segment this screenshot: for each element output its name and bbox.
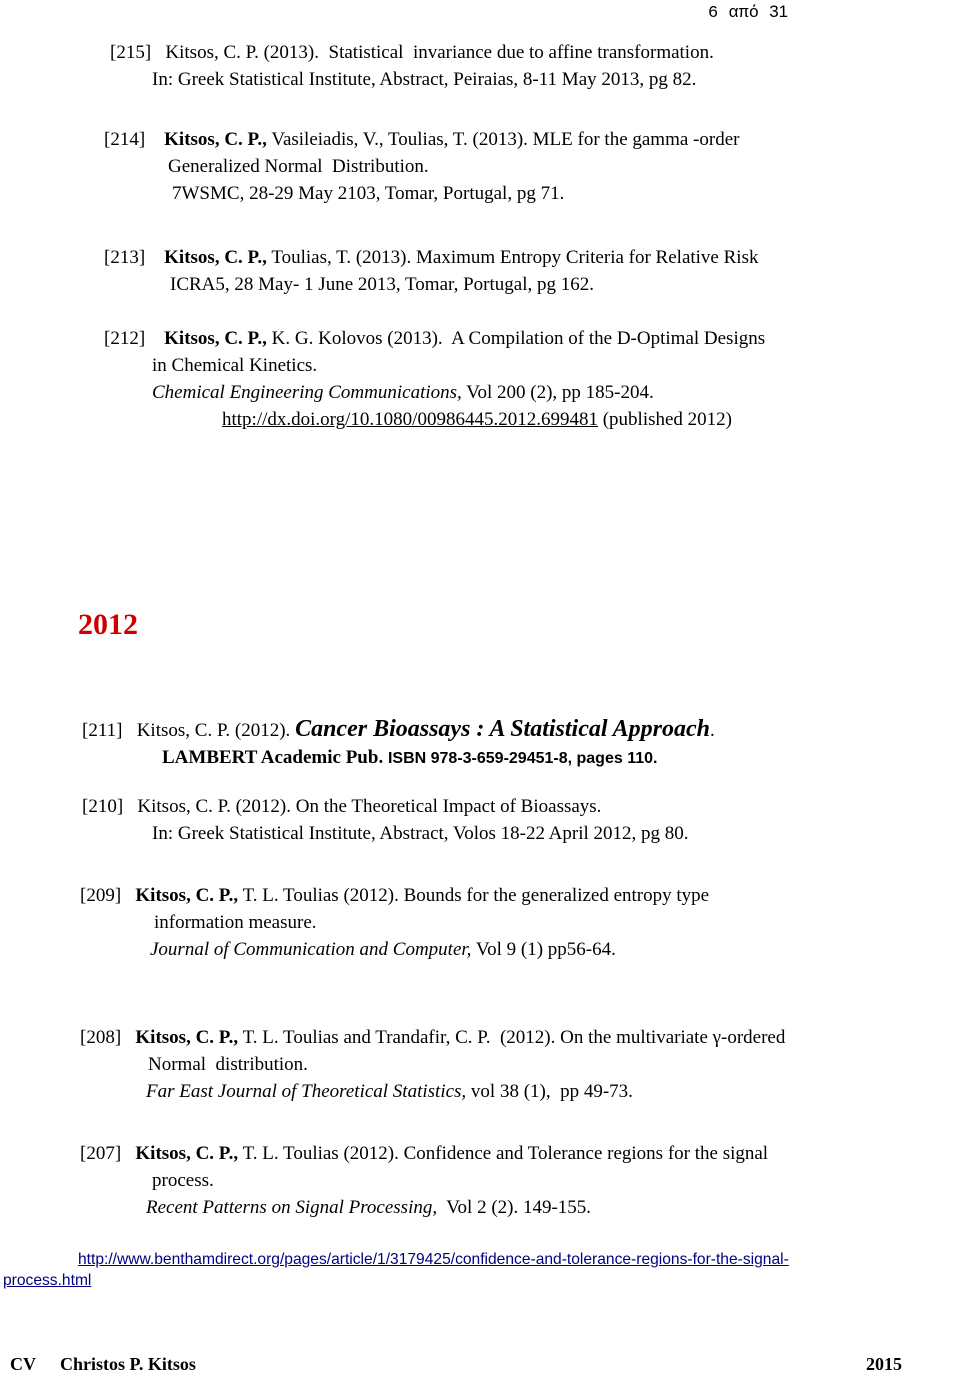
- entry-207-journal: [146, 1196, 591, 1220]
- doi-link[interactable]: http://dx.doi.org/10.1080/00986445.2012.699481: [222, 409, 598, 430]
- journal-name: Chemical Engineering Communications,: [152, 382, 462, 403]
- journal-name: Far East Journal of Theoretical Statistics,: [146, 1081, 467, 1102]
- entry-208-title-cont: Normal distribution.: [148, 1054, 308, 1075]
- entry-coauthors: T. L. Toulias and Trandafir, C. P. (2012).: [238, 1027, 556, 1048]
- entry-208-journal: [146, 1080, 633, 1104]
- entry-authors: Kitsos, C. P.,: [164, 129, 267, 150]
- entry-title: On the Theoretical Impact of Bioassays.: [295, 796, 602, 817]
- journal-name: Journal of Communication and Computer,: [150, 939, 472, 960]
- entry-title: A Compilation of the D-Optimal Designs: [451, 328, 766, 349]
- entry-title: On the multivariate γ-ordered: [560, 1027, 786, 1048]
- year-heading: 2012: [78, 608, 138, 641]
- entry-title: Maximum Entropy Criteria for Relative Risk: [416, 247, 759, 268]
- entry-212-title-cont: in Chemical Kinetics.: [152, 355, 318, 376]
- entry-214: [104, 128, 739, 152]
- entry-212-doi: [222, 408, 732, 432]
- journal-volume: Vol 2 (2). 149-155.: [437, 1197, 592, 1218]
- entry-coauthors: K. G. Kolovos (2013).: [266, 328, 443, 349]
- article-url-line2[interactable]: process.html: [3, 1272, 92, 1289]
- entry-215-venue: In: Greek Statistical Institute, Abstract, Peiraias, 8-11 May 2013, pg 82.: [152, 69, 697, 90]
- journal-volume: Vol 200 (2), pp 185-204.: [461, 382, 654, 403]
- entry-authors: Kitsos, C. P.,: [135, 1143, 239, 1164]
- entry-title: Confidence and Tolerance regions for the signal: [403, 1143, 769, 1164]
- entry-number: [214]: [104, 129, 146, 150]
- footer-name: Christos P. Kitsos: [60, 1354, 196, 1374]
- entry-213: [104, 246, 758, 270]
- entry-number: [213]: [104, 247, 146, 268]
- entry-211: [211] Kitsos, C. P. (2012). Cancer Bioassays : A Statistical Approach.: [82, 716, 715, 742]
- entry-coauthors: Vasileiadis, V., Toulias, T. (2013).: [266, 129, 528, 150]
- journal-volume: Vol 9 (1) pp56-64.: [471, 939, 616, 960]
- entry-coauthors: T. L. Toulias (2012).: [238, 1143, 399, 1164]
- entry-207: [80, 1142, 768, 1166]
- entry-210-venue: In: Greek Statistical Institute, Abstract, Volos 18-22 April 2012, pg 80.: [152, 823, 689, 844]
- entry-209-title-cont: information measure.: [154, 912, 317, 933]
- entry-authors: Kitsos, C. P. (2012).: [137, 796, 292, 817]
- book-title: Cancer Bioassays : A Statistical Approach: [295, 716, 710, 742]
- entry-number: [215]: [110, 42, 152, 63]
- entry-212: [104, 327, 765, 351]
- journal-volume: vol 38 (1), pp 49-73.: [466, 1081, 633, 1102]
- entry-authors: Kitsos, C. P. (2012).: [136, 720, 291, 741]
- entry-authors: Kitsos, C. P. (2013).: [165, 42, 320, 63]
- entry-coauthors: T. L. Toulias (2012).: [238, 885, 399, 906]
- entry-title: Bounds for the generalized entropy type: [403, 885, 710, 906]
- journal-name: Recent Patterns on Signal Processing,: [146, 1197, 438, 1218]
- entry-208: [80, 1026, 785, 1050]
- footer-year: 2015: [866, 1354, 902, 1374]
- published-note: (published 2012): [597, 409, 733, 430]
- publisher: LAMBERT Academic Pub.: [162, 747, 384, 768]
- entry-title: MLE for the gamma -order: [532, 129, 740, 150]
- entry-207-title-cont: process.: [152, 1170, 214, 1191]
- entry-authors: Kitsos, C. P.,: [135, 885, 239, 906]
- entry-number: [207]: [80, 1143, 122, 1164]
- entry-authors: Kitsos, C. P.,: [164, 328, 267, 349]
- entry-209-journal: [150, 938, 616, 962]
- entry-authors: Kitsos, C. P.,: [135, 1027, 239, 1048]
- entry-number: [210]: [82, 796, 124, 817]
- article-url-line1[interactable]: http://www.benthamdirect.org/pages/article/1/3179425/confidence-and-tolerance-regions-for-the-signal-: [78, 1251, 789, 1268]
- entry-number: [209]: [80, 885, 122, 906]
- entry-210: [82, 795, 601, 819]
- entry-209: [80, 884, 709, 908]
- entry-212-journal: [152, 381, 654, 405]
- entry-number: [208]: [80, 1027, 122, 1048]
- entry-214-venue: 7WSMC, 28-29 May 2103, Tomar, Portugal, pg 71.: [172, 183, 565, 204]
- entry-number: [212]: [104, 328, 146, 349]
- entry-214-title-cont: Generalized Normal Distribution.: [168, 156, 429, 177]
- entry-coauthors: Toulias, T. (2013).: [266, 247, 412, 268]
- entry-title: Statistical invariance due to affine transformation.: [328, 42, 714, 63]
- page-number: 6 από 31: [708, 2, 789, 23]
- entry-authors: Kitsos, C. P.,: [164, 247, 267, 268]
- isbn: ISBN 978-3-659-29451-8, pages 110.: [387, 750, 658, 767]
- entry-215: [110, 41, 714, 65]
- entry-213-venue: ICRA5, 28 May- 1 June 2013, Tomar, Portugal, pg 162.: [170, 274, 594, 295]
- entry-211-publisher: [162, 746, 657, 771]
- entry-number: [211]: [82, 720, 123, 741]
- footer-cv: CV: [10, 1354, 36, 1374]
